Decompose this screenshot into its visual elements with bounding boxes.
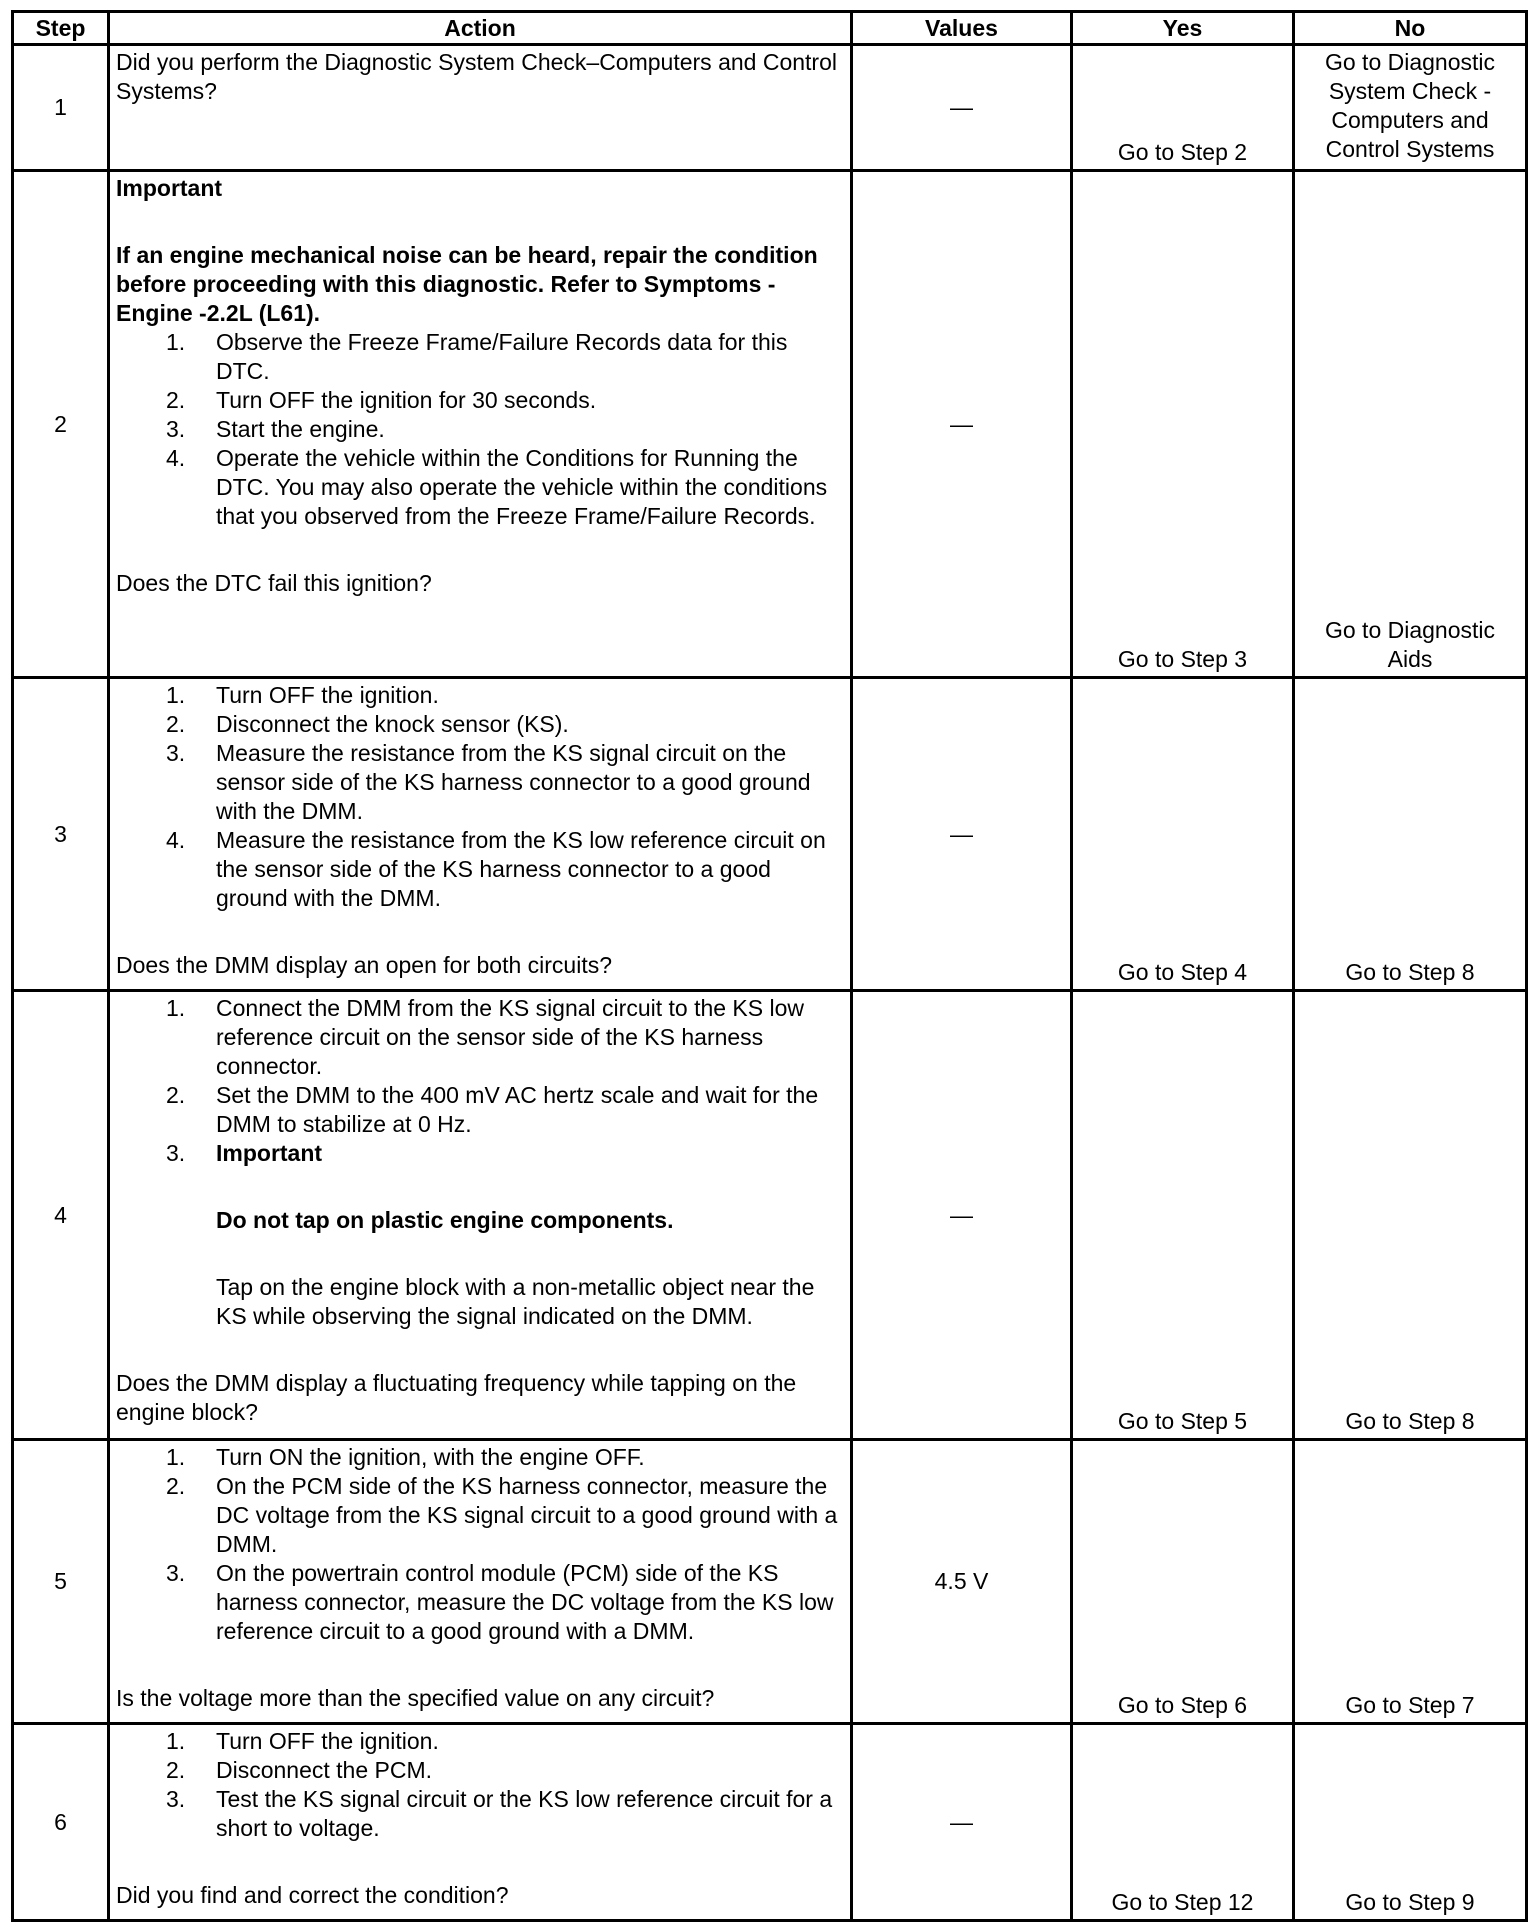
list-number: 1. <box>166 995 186 1021</box>
list-text: Operate the vehicle within the Conditions for Running the DTC. You may also operate the vehicle within the conditions that you observed from the Freeze Frame/Failure Records. <box>216 445 828 529</box>
header-no: No <box>1294 12 1527 45</box>
header-row <box>13 12 1527 45</box>
list-text: Turn ON the ignition, with the engine OFF. <box>216 1444 645 1470</box>
yes-cell: Go to Step 2 <box>1072 45 1294 171</box>
step-number: 6 <box>13 1724 109 1921</box>
list-item <box>116 710 844 739</box>
list-item <box>116 1443 844 1472</box>
list-number: 3. <box>166 416 186 442</box>
important-text: If an engine mechanical noise can be heard, repair the condition before proceeding with this diagnostic. Refer to Symptoms - Engine -2.2L (L61). <box>116 242 818 326</box>
value-cell: — <box>852 1724 1072 1921</box>
list-text: Turn OFF the ignition. <box>216 682 439 708</box>
yes-cell: Go to Step 3 <box>1072 171 1294 678</box>
no-cell: Go to Diagnostic Aids <box>1294 171 1527 678</box>
step-number: 3 <box>13 678 109 991</box>
step-list <box>116 681 844 913</box>
step-list <box>116 1727 844 1843</box>
important-title: Important <box>216 1140 323 1166</box>
list-number: 3. <box>166 1140 186 1166</box>
list-number: 1. <box>166 1728 186 1754</box>
yes-cell: Go to Step 4 <box>1072 678 1294 991</box>
no-cell: Go to Step 7 <box>1294 1440 1527 1724</box>
no-cell: Go to Diagnostic System Check - Computers and Control Systems <box>1294 45 1527 171</box>
list-text: Disconnect the knock sensor (KS). <box>216 711 569 737</box>
list-item <box>116 1139 844 1331</box>
list-text: Tap on the engine block with a non-metallic object near the KS while observing the signal indicated on the DMM. <box>216 1274 815 1329</box>
table-row <box>13 171 1527 678</box>
step-list <box>116 328 844 531</box>
list-number: 2. <box>166 387 186 413</box>
no-cell: Go to Step 9 <box>1294 1724 1527 1921</box>
yes-cell: Go to Step 5 <box>1072 991 1294 1440</box>
list-item <box>116 386 844 415</box>
list-item <box>116 994 844 1081</box>
list-item <box>116 1472 844 1559</box>
list-item <box>116 826 844 913</box>
list-item <box>116 328 844 386</box>
table-row <box>13 1724 1527 1921</box>
list-item <box>116 1559 844 1646</box>
value-cell: — <box>852 991 1072 1440</box>
list-number: 1. <box>166 329 186 355</box>
list-number: 2. <box>166 1082 186 1108</box>
list-item <box>116 1727 844 1756</box>
header-yes: Yes <box>1072 12 1294 45</box>
list-text: On the PCM side of the KS harness connector, measure the DC voltage from the KS signal circuit to a good ground with a DMM. <box>216 1473 838 1557</box>
list-number: 4. <box>166 827 186 853</box>
header-action: Action <box>109 12 852 45</box>
action-cell <box>109 45 852 171</box>
step-number: 2 <box>13 171 109 678</box>
table-row <box>13 45 1527 171</box>
list-number: 1. <box>166 682 186 708</box>
list-item <box>116 739 844 826</box>
list-number: 2. <box>166 1473 186 1499</box>
list-number: 3. <box>166 1560 186 1586</box>
list-item <box>116 1785 844 1843</box>
list-text: Start the engine. <box>216 416 385 442</box>
table-row <box>13 991 1527 1440</box>
list-text: Set the DMM to the 400 mV AC hertz scale and wait for the DMM to stabilize at 0 Hz. <box>216 1082 819 1137</box>
important-text: Do not tap on plastic engine components. <box>216 1207 674 1233</box>
list-item <box>116 444 844 531</box>
action-cell <box>109 171 852 678</box>
action-cell <box>109 1724 852 1921</box>
table-row <box>13 1440 1527 1724</box>
action-question: Did you find and correct the condition? <box>116 1882 509 1908</box>
list-text: Connect the DMM from the KS signal circuit to the KS low reference circuit on the sensor side of the KS harness connector. <box>216 995 805 1079</box>
action-question: Does the DMM display an open for both circuits? <box>116 952 613 978</box>
step-list <box>116 1443 844 1646</box>
list-text: Observe the Freeze Frame/Failure Records data for this DTC. <box>216 329 788 384</box>
list-text: On the powertrain control module (PCM) side of the KS harness connector, measure the DC voltage from the KS low reference circuit to a good ground with a DMM. <box>216 1560 834 1644</box>
action-question: Is the voltage more than the specified value on any circuit? <box>116 1685 715 1711</box>
list-text: Measure the resistance from the KS signal circuit on the sensor side of the KS harness connector to a good ground with the DMM. <box>216 740 811 824</box>
header-values: Values <box>852 12 1072 45</box>
list-number: 3. <box>166 740 186 766</box>
list-item <box>116 681 844 710</box>
list-item <box>116 415 844 444</box>
value-cell: — <box>852 678 1072 991</box>
yes-cell: Go to Step 12 <box>1072 1724 1294 1921</box>
step-number: 4 <box>13 991 109 1440</box>
list-text: Turn OFF the ignition for 30 seconds. <box>216 387 597 413</box>
list-text: Disconnect the PCM. <box>216 1757 433 1783</box>
action-question: Does the DTC fail this ignition? <box>116 570 432 596</box>
list-number: 1. <box>166 1444 186 1470</box>
list-text: Turn OFF the ignition. <box>216 1728 439 1754</box>
list-text: Measure the resistance from the KS low reference circuit on the sensor side of the KS harness connector to a good ground with the DMM. <box>216 827 826 911</box>
step-number: 1 <box>13 45 109 171</box>
header-step: Step <box>13 12 109 45</box>
action-cell <box>109 1440 852 1724</box>
list-item <box>116 1756 844 1785</box>
action-question: Does the DMM display a fluctuating frequency while tapping on the engine block? <box>116 1370 797 1425</box>
list-text: Test the KS signal circuit or the KS low reference circuit for a short to voltage. <box>216 1786 833 1841</box>
yes-cell: Go to Step 6 <box>1072 1440 1294 1724</box>
value-cell: — <box>852 45 1072 171</box>
list-number: 4. <box>166 445 186 471</box>
no-cell: Go to Step 8 <box>1294 678 1527 991</box>
list-number: 3. <box>166 1786 186 1812</box>
value-cell: — <box>852 171 1072 678</box>
action-cell <box>109 991 852 1440</box>
action-question: Did you perform the Diagnostic System Check–Computers and Control Systems? <box>116 49 837 104</box>
important-title: Important <box>116 175 223 201</box>
no-cell: Go to Step 8 <box>1294 991 1527 1440</box>
value-cell: 4.5 V <box>852 1440 1072 1724</box>
list-number: 2. <box>166 711 186 737</box>
diagnostic-table <box>11 10 1528 1922</box>
list-number: 2. <box>166 1757 186 1783</box>
list-item <box>116 1081 844 1139</box>
step-list <box>116 994 844 1331</box>
table-row <box>13 678 1527 991</box>
action-cell <box>109 678 852 991</box>
step-number: 5 <box>13 1440 109 1724</box>
